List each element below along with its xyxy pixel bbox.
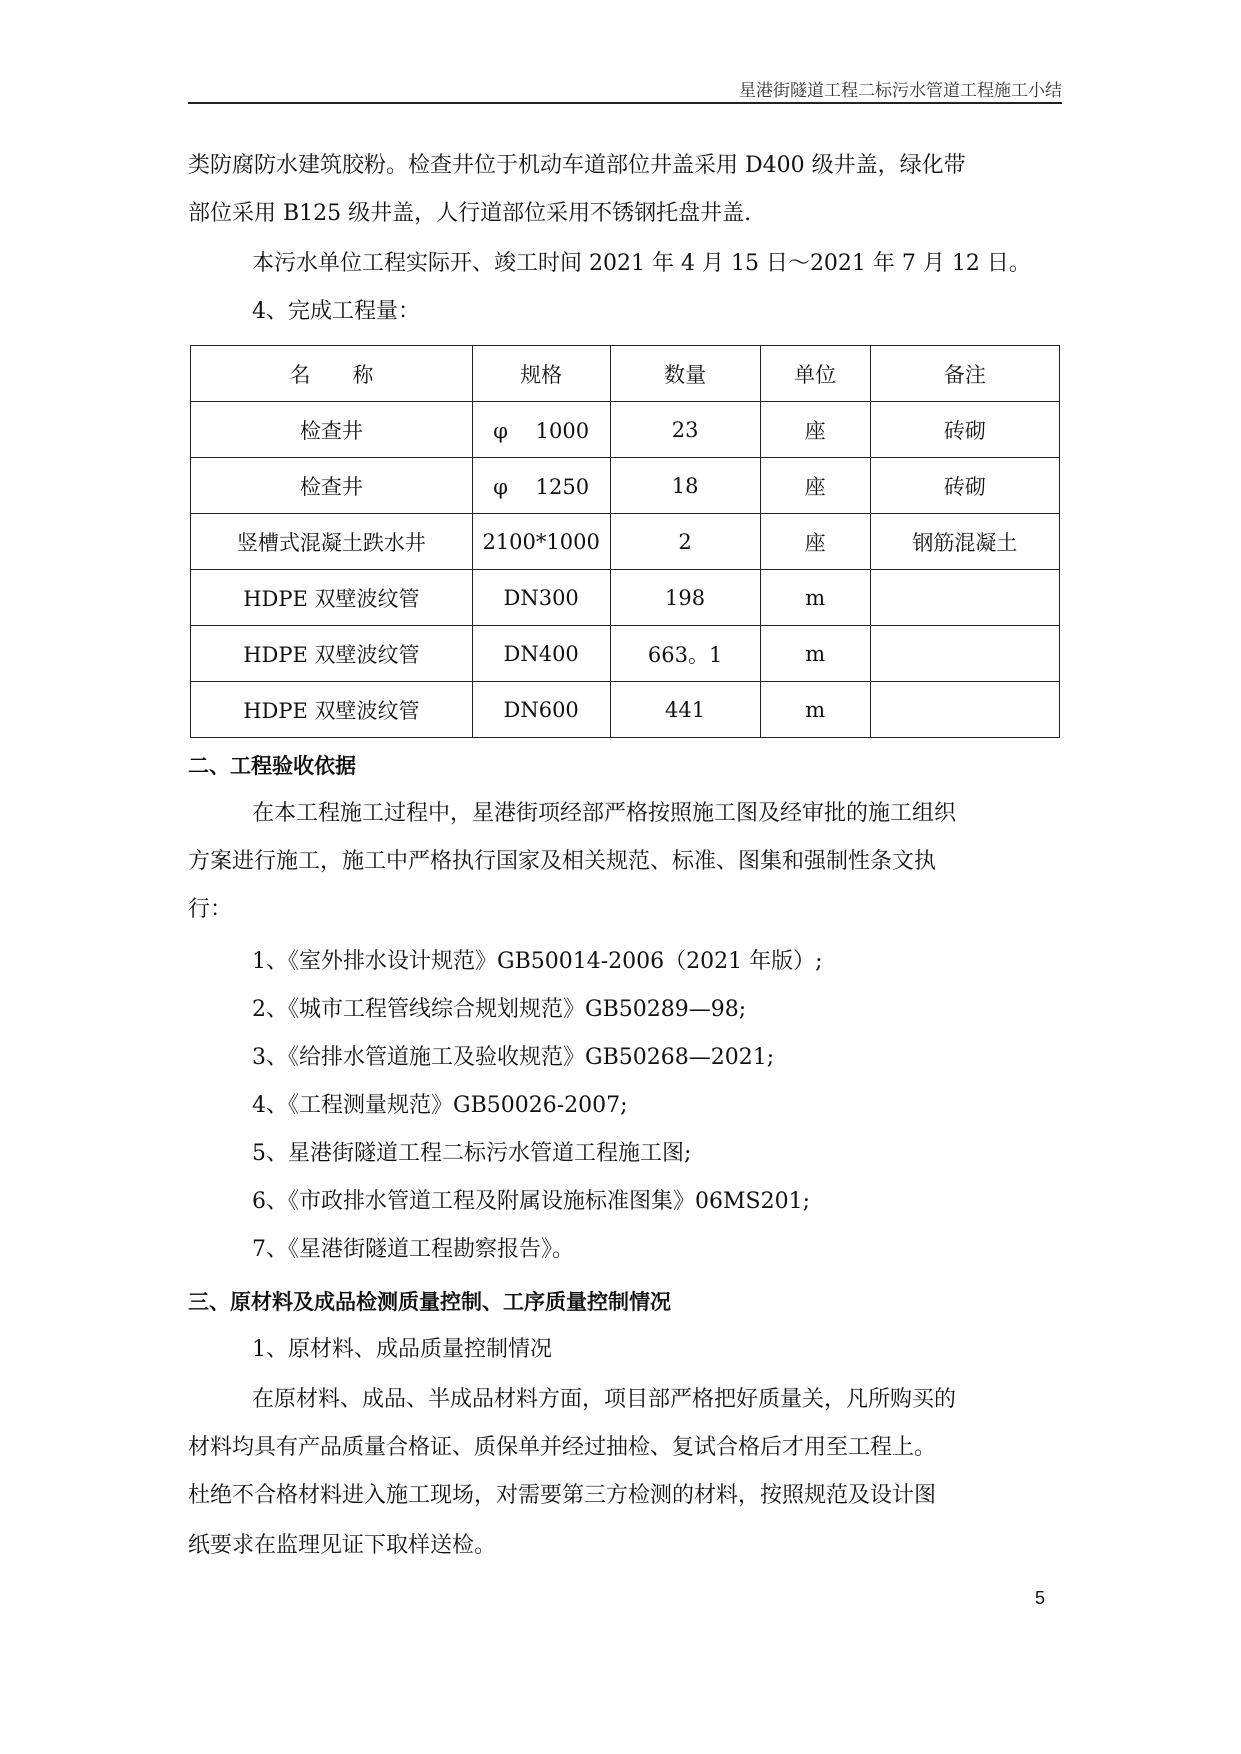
table-cell: 座	[760, 514, 870, 570]
reference-item: 1、《室外排水设计规范》GB50014-2006（2021 年版）;	[252, 949, 823, 974]
table-row	[191, 682, 1060, 738]
section-2-para-line-1: 在本工程施工过程中，星港街项经部严格按照施工图及经审批的施工组织	[252, 801, 957, 826]
table-cell: 23	[610, 402, 760, 458]
table-row	[191, 570, 1060, 626]
table-row	[191, 514, 1060, 570]
table-cell: HDPE 双壁波纹管	[191, 570, 473, 626]
reference-item: 5、星港街隧道工程二标污水管道工程施工图;	[252, 1141, 692, 1166]
intro-line-1: 类防腐防水建筑胶粉。检查井位于机动车道部位井盖采用 D400 级井盖，绿化带	[188, 153, 966, 178]
section-2-heading: 二、工程验收依据	[188, 754, 356, 778]
reference-item: 3、《给排水管道施工及验收规范》GB50268—2021;	[252, 1045, 775, 1070]
intro-line-2: 部位采用 B125 级井盖，人行道部位采用不锈钢托盘井盖.	[188, 201, 752, 226]
section-2-para-line-2: 方案进行施工，施工中严格执行国家及相关规范、标准、图集和强制性条文执	[188, 849, 937, 874]
table-cell: 663。1	[610, 626, 760, 682]
table-row	[191, 402, 1060, 458]
table-cell: 砖砌	[870, 458, 1059, 514]
table-cell: φ 1000	[472, 402, 610, 458]
table-cell: 2100*1000	[472, 514, 610, 570]
table-cell: 441	[610, 682, 760, 738]
table-cell: 198	[610, 570, 760, 626]
table-cell: DN600	[472, 682, 610, 738]
section-2-para-line-3: 行：	[188, 897, 233, 922]
table-cell: 竖槽式混凝土跌水井	[191, 514, 473, 570]
header-cell: 备注	[870, 346, 1059, 402]
intro-line-3: 本污水单位工程实际开、竣工时间 2021 年 4 月 15 日～2021 年 7 月 12 日。	[252, 251, 1031, 276]
table-cell: 砖砌	[870, 402, 1059, 458]
table-row	[191, 458, 1060, 514]
reference-item: 4、《工程测量规范》GB50026-2007;	[252, 1093, 628, 1118]
table-cell	[870, 570, 1059, 626]
page-header	[188, 72, 1062, 104]
table-cell: 座	[760, 402, 870, 458]
table-cell: m	[760, 682, 870, 738]
table-cell: 2	[610, 514, 760, 570]
reference-item: 2、《城市工程管线综合规划规范》GB50289—98;	[252, 997, 747, 1022]
section-3-subheading: 1、原材料、成品质量控制情况	[252, 1337, 552, 1362]
table-row	[191, 626, 1060, 682]
table-cell: 钢筋混凝土	[870, 514, 1059, 570]
reference-item: 6、《市政排水管道工程及附属设施标准图集》06MS201;	[252, 1189, 810, 1214]
table-cell: m	[760, 570, 870, 626]
section-3-para-line-2: 材料均具有产品质量合格证、质保单并经过抽检、复试合格后才用至工程上。	[188, 1435, 937, 1460]
table-cell: φ 1250	[472, 458, 610, 514]
table-cell	[870, 682, 1059, 738]
intro-line-4: 4、完成工程量：	[252, 299, 420, 324]
table-cell: 座	[760, 458, 870, 514]
table-cell: m	[760, 626, 870, 682]
table-header-row	[191, 346, 1060, 402]
table-cell: 18	[610, 458, 760, 514]
reference-item: 7、《星港街隧道工程勘察报告》。	[252, 1237, 574, 1262]
header-cell: 数量	[610, 346, 760, 402]
page-number: 5	[1035, 1588, 1046, 1608]
table-cell: DN300	[472, 570, 610, 626]
section-3-para-line-1: 在原材料、成品、半成品材料方面，项目部严格把好质量关，凡所购买的	[252, 1387, 957, 1412]
table-cell: 检查井	[191, 458, 473, 514]
table-cell: HDPE 双壁波纹管	[191, 682, 473, 738]
header-title: 星港街隧道工程二标污水管道工程施工小结	[739, 81, 1062, 101]
table-cell: DN400	[472, 626, 610, 682]
table-cell	[870, 626, 1059, 682]
header-cell: 单位	[760, 346, 870, 402]
section-3-para-line-3: 杜绝不合格材料进入施工现场，对需要第三方检测的材料，按照规范及设计图	[188, 1483, 937, 1508]
table-cell: HDPE 双壁波纹管	[191, 626, 473, 682]
section-3-para-line-4: 纸要求在监理见证下取样送检。	[188, 1533, 497, 1558]
section-3-heading: 三、原材料及成品检测质量控制、工序质量控制情况	[188, 1290, 671, 1314]
table-cell: 检查井	[191, 402, 473, 458]
quantity-table	[190, 345, 1060, 738]
header-cell: 名 称	[191, 346, 473, 402]
header-cell: 规格	[472, 346, 610, 402]
